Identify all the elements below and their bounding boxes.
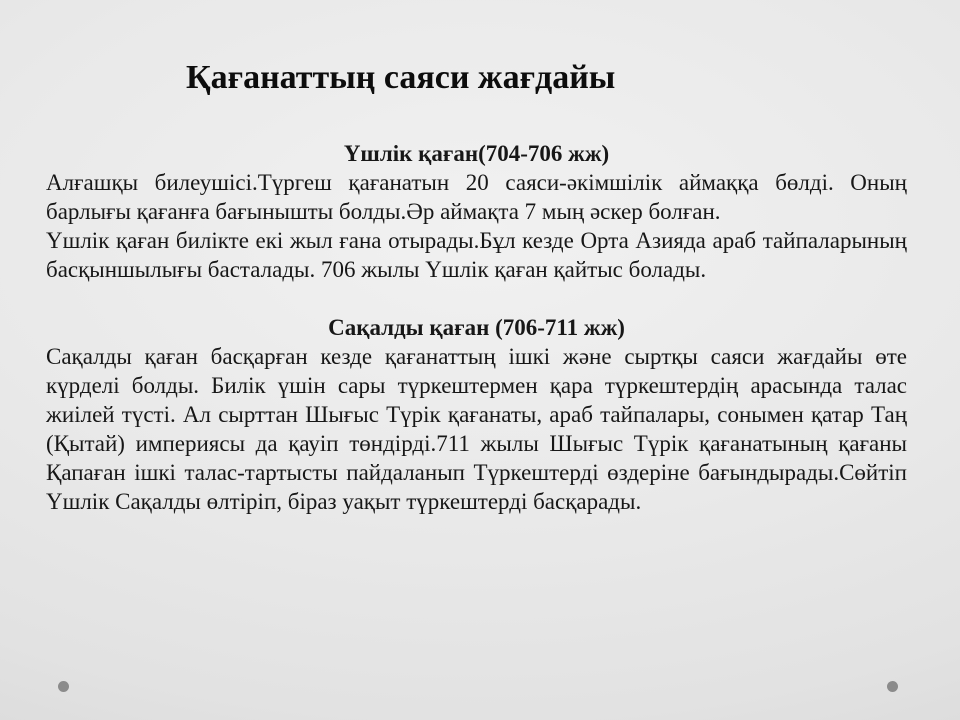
decorative-dot-right [887,681,898,692]
slide-body [46,139,907,516]
section-heading-sakaldy: Сақалды қаған (706-711 жж) [328,315,625,340]
section-heading-ushlik: Үшлік қаған(704-706 жж) [343,141,610,166]
decorative-dot-left [58,681,69,692]
paragraph: Сақалды қаған басқарған кезде қағанаттың ішкі және сыртқы саяси жағдайы өте күрделі болды. Билік үшін сары түркештермен қара түркештердің арасында талас жиілей түсті. Ал сырттан Шығыс Түрік қағанаты, араб тайпалары, сонымен қатар Таң (Қытай) империясы да қауіп төндірді.711 жылы Шығыс Түрік қағанатының қағаны Қапаған ішкі талас-тартысты пайдаланып Түркештерді өздеріне бағындырады.Сөйтіп Үшлік Сақалды өлтіріп, біраз уақыт түркештерді басқарады. [46,344,907,514]
paragraph: Үшлік қаған билікте екі жыл ғана отырады.Бұл кезде Орта Азияда араб тайпаларының басқыншылығы басталады. 706 жылы Үшлік қаған қайтыс болады. [46,228,907,282]
slide-title: Қағанаттың саяси жағдайы [186,58,616,96]
paragraph: Алғашқы билеушісі.Түргеш қағанатын 20 саяси-әкімшілік аймаққа бөлді. Оның барлығы қағанға бағынышты болды.Әр аймақта 7 мың әскер болған. [46,170,907,224]
